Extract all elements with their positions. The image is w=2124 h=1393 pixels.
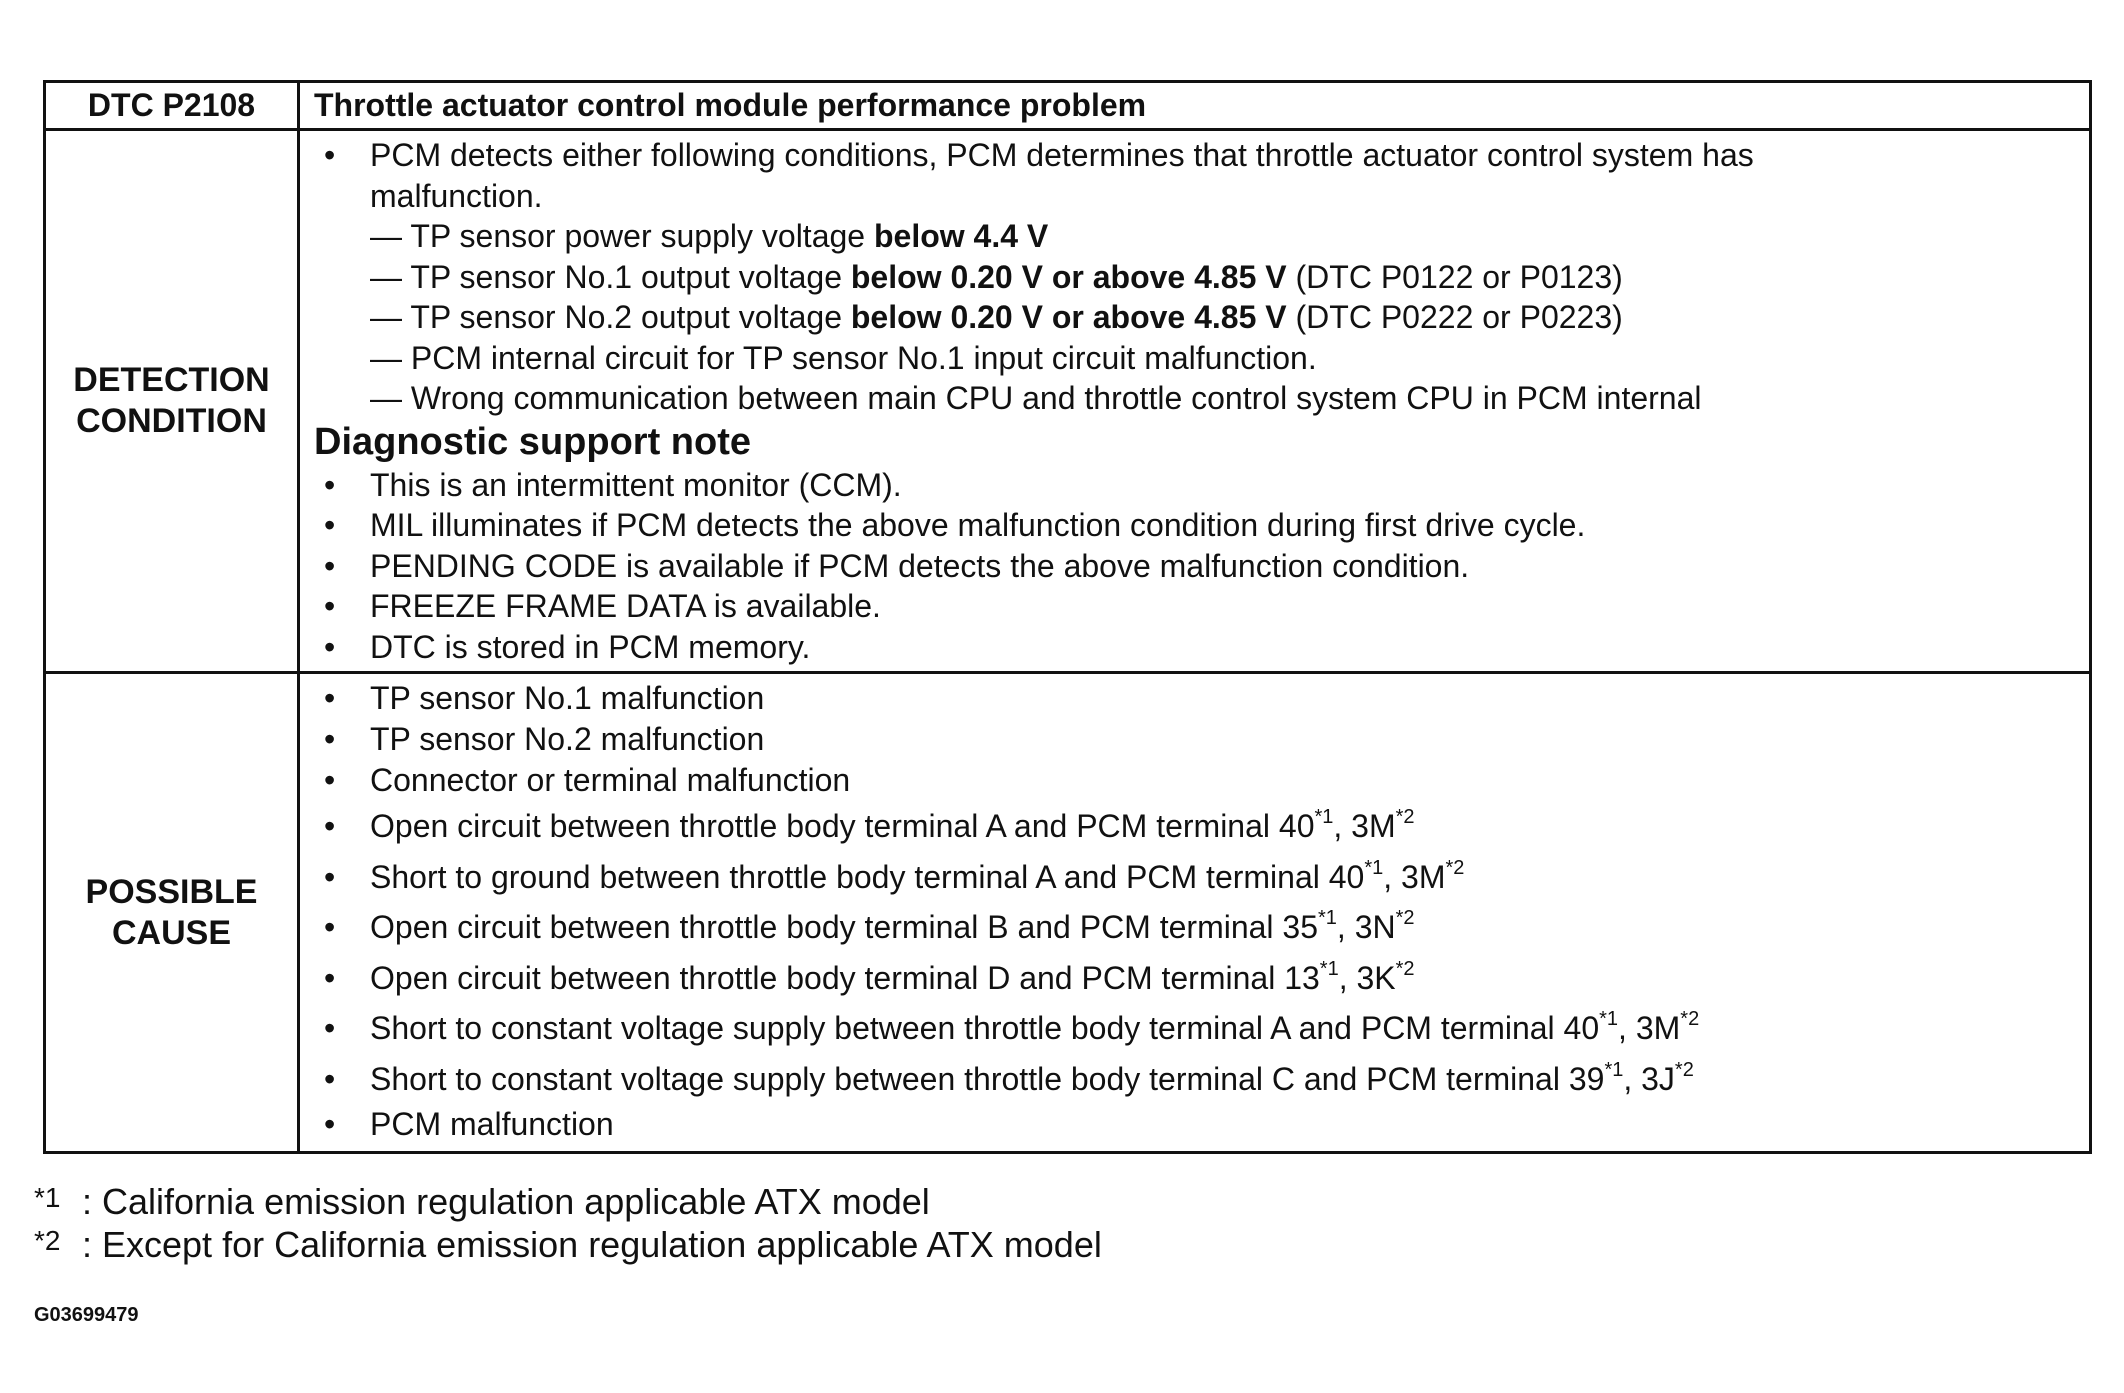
footnote-ref-1: *1 [1314,806,1334,828]
footnote-ref-2: *2 [1674,1058,1694,1081]
cause-item [314,953,2075,1004]
bullet-icon: • [324,507,336,543]
cause-item [314,760,2075,801]
detection-intro [314,135,2075,176]
possible-cause-row [45,673,2091,1153]
condition-3-dtc: (DTC P0222 or P0223) [1286,299,1623,335]
footnote-ref-2: *2 [1445,856,1465,879]
condition-2-text: — TP sensor No.1 output voltage [370,258,851,295]
condition-2-threshold: below 0.20 V or above 4.85 V [850,258,1287,295]
detection-label-line2: CONDITION [76,402,267,440]
bullet-icon: • [324,959,336,996]
bullet-icon: • [324,1060,336,1097]
cause-label-line1: POSSIBLE [85,872,258,911]
cause-item-text: Open circuit between throttle body terminal D and PCM terminal 13 [370,959,1320,996]
possible-cause-label [45,673,299,1153]
condition-1 [314,216,2075,257]
footnote-ref-2: *2 [1395,806,1415,828]
note-item-text: MIL illuminates if PCM detects the above malfunction condition during first drive cycle. [370,507,1586,543]
condition-3-threshold: below 0.20 V or above 4.85 V [850,299,1287,335]
dtc-title: Throttle actuator control module performance problem [299,82,2091,130]
footnotes [34,1180,1102,1266]
footnote-1-mark: *1 [34,1182,61,1213]
cause-item-alt-terminal: , 3M [1618,1010,1681,1046]
footnote-ref-2: *2 [1395,907,1415,929]
footnote-ref-1: *1 [1319,957,1339,980]
bullet-icon: • [324,808,336,844]
cause-item-alt-terminal: , 3M [1383,858,1446,895]
cause-item-text: Short to ground between throttle body terminal A and PCM terminal 40 [370,858,1365,895]
footnote-2 [34,1223,1102,1266]
note-item-text: PENDING CODE is available if PCM detects the above malfunction condition. [370,547,1470,584]
detection-intro-line2: malfunction. [370,177,543,214]
condition-2 [314,257,2075,298]
note-item [314,586,2075,627]
condition-4: — PCM internal circuit for TP sensor No.1 input circuit malfunction. [370,339,1317,376]
footnote-ref-1: *1 [1318,907,1337,929]
cause-item-alt-terminal: , 3K [1338,959,1396,996]
header-row [45,82,2091,130]
note-item [314,627,2075,668]
footnote-1-text: : California emission regulation applicable ATX model [82,1181,930,1222]
bullet-icon: • [324,858,336,895]
possible-cause-content [299,673,2091,1153]
note-item-text: This is an intermittent monitor (CCM). [370,466,902,503]
cause-item [314,719,2075,760]
note-item [314,505,2075,546]
bullet-icon: • [324,137,336,173]
cause-item-text: TP sensor No.2 malfunction [370,721,765,757]
note-item [314,465,2075,506]
cause-item [314,801,2075,852]
cause-item-alt-terminal: , 3J [1623,1060,1675,1097]
note-item [314,546,2075,587]
dtc-table [43,80,2092,1154]
figure-code: G03699479 [34,1304,139,1326]
cause-item-text: Short to constant voltage supply between throttle body terminal C and PCM terminal 39 [370,1060,1605,1097]
condition-1-text: — TP sensor power supply voltage [370,218,874,254]
dtc-code: DTC P2108 [45,82,299,130]
footnote-ref-1: *1 [1599,1008,1619,1030]
cause-item [314,902,2075,953]
detection-intro-line1: PCM detects either following conditions, PCM determines that throttle actuator control system has [370,137,1754,173]
footnote-2-mark: *2 [34,1225,61,1256]
footnote-ref-1: *1 [1364,856,1384,879]
footnote-2-text: : Except for California emission regulation applicable ATX model [82,1224,1102,1265]
bullet-icon: • [324,466,336,503]
bullet-icon: • [324,588,336,624]
condition-3 [314,297,2075,338]
cause-item-text: Open circuit between throttle body terminal B and PCM terminal 35 [370,909,1319,945]
cause-item-text: Connector or terminal malfunction [370,762,851,798]
bullet-icon: • [324,628,336,665]
bullet-icon: • [324,1010,336,1046]
cause-item-text: Short to constant voltage supply between throttle body terminal A and PCM terminal 40 [370,1010,1600,1046]
cause-item [314,678,2075,719]
diagnostic-note-heading: Diagnostic support note [314,420,751,463]
detection-label-line1: DETECTION [73,361,270,399]
cause-label-line2: CAUSE [111,913,232,952]
footnote-1 [34,1180,1102,1223]
note-item-text: FREEZE FRAME DATA is available. [370,588,881,624]
condition-2-dtc: (DTC P0122 or P0123) [1286,258,1623,295]
bullet-icon: • [324,721,336,757]
cause-item [314,1003,2075,1054]
condition-5: — Wrong communication between main CPU and throttle control system CPU in PCM internal [370,380,1702,416]
footnote-ref-2: *2 [1395,957,1415,980]
bullet-icon: • [324,1106,336,1142]
detection-condition-content [299,130,2091,673]
condition-1-threshold: below 4.4 V [873,218,1049,254]
bullet-icon: • [324,547,336,584]
condition-3-text: — TP sensor No.2 output voltage [370,299,851,335]
bullet-icon: • [324,762,336,798]
cause-item-text: PCM malfunction [370,1106,614,1142]
detection-condition-row [45,130,2091,673]
cause-item-alt-terminal: , 3N [1336,909,1396,945]
footnote-ref-2: *2 [1680,1008,1700,1030]
cause-item [314,1104,2075,1145]
note-item-text: DTC is stored in PCM memory. [370,628,811,665]
cause-item [314,1054,2075,1105]
bullet-icon: • [324,909,336,945]
footnote-ref-1: *1 [1604,1058,1624,1081]
cause-item-text: Open circuit between throttle body terminal A and PCM terminal 40 [370,808,1315,844]
cause-item-text: TP sensor No.1 malfunction [370,680,765,716]
detection-condition-label [45,130,299,673]
bullet-icon: • [324,680,336,716]
cause-item-alt-terminal: , 3M [1333,808,1396,844]
cause-item [314,852,2075,903]
